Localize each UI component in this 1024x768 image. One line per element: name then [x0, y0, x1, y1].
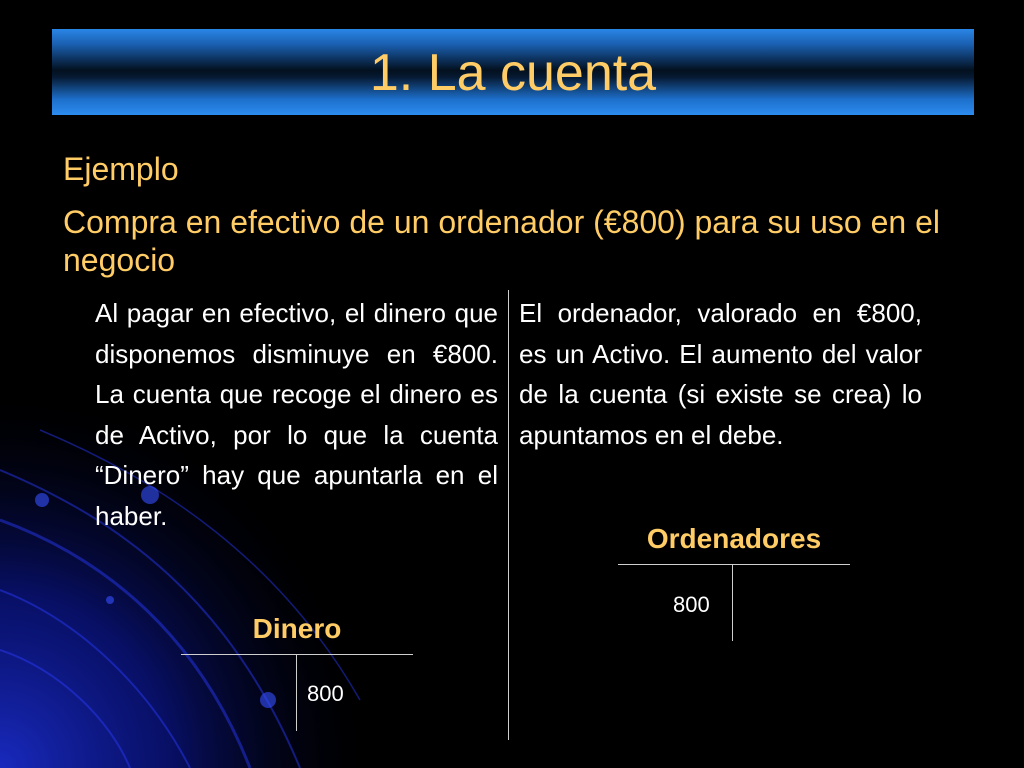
column-divider [508, 290, 509, 740]
section-heading: Ejemplo [63, 151, 179, 187]
t-account-ordenadores-title: Ordenadores [646, 523, 822, 554]
t-account-dinero-title: Dinero [252, 613, 342, 644]
t-account-ordenadores-hline [618, 564, 850, 565]
title-bar [52, 29, 974, 115]
t-account-dinero-vline [296, 655, 297, 731]
t-account-dinero-haber: 800 [307, 681, 344, 706]
example-statement: Compra en efectivo de un ordenador (€800) para su uso en el negocio [63, 204, 940, 278]
t-account-dinero-hline [181, 654, 413, 655]
right-explanation: El ordenador, valorado en €800, es un Activo. El aumento del valor de la cuenta (si existe se crea) lo apuntamos en el debe. [519, 298, 922, 450]
t-account-ordenadores-debe: 800 [673, 592, 710, 617]
t-account-ordenadores-vline [732, 565, 733, 641]
left-explanation: Al pagar en efectivo, el dinero que disponemos disminuye en €800. La cuenta que recoge el dinero es de Activo, por lo que la cuenta “Dinero” hay que apuntarla en el haber. [95, 298, 498, 531]
slide-title: 1. La cuenta [369, 44, 657, 102]
